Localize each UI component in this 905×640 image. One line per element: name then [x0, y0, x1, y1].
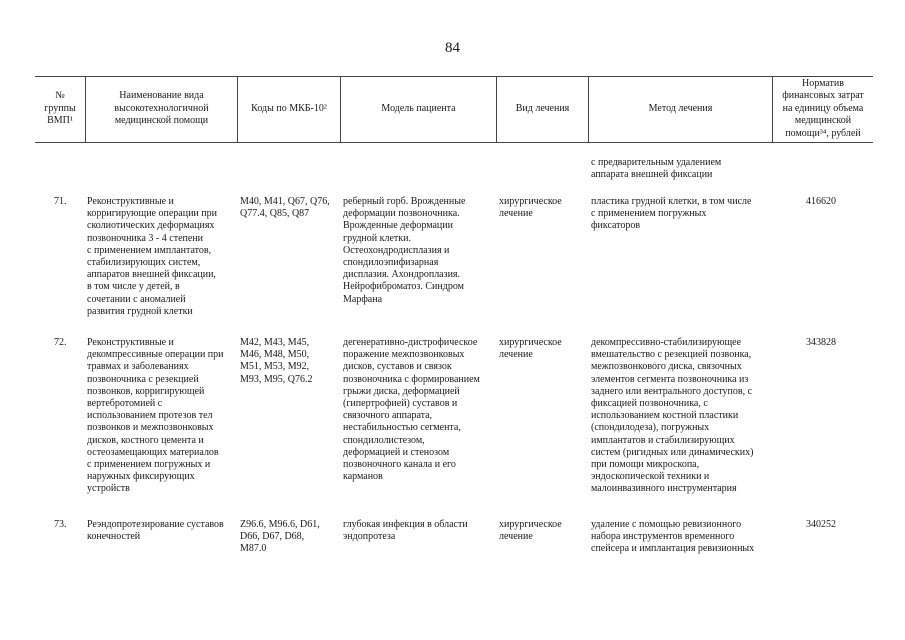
header-bottom-border	[35, 142, 873, 143]
row-treatment-method: удаление с помощью ревизионного набора инструментов временного спейсера и имплантация ревизионных	[591, 519, 755, 555]
row-icd-codes: M42, M43, M45, M46, M48, M50, M51, M53, M92, M93, M95, Q76.2	[240, 337, 313, 385]
row-treatment-type: хирургическое лечение	[499, 196, 562, 220]
row-number: 72.	[54, 337, 67, 348]
row-care-name: Реконструктивные и корригирующие операции при сколиотических деформациях позвоночника 3 - 4 степени с применением имплантатов, стабилизирующих систем, аппаратов внешней фиксации, в том числе у детей, в сочетании с аномалией развития грудной клетки	[87, 196, 217, 317]
row-patient-model: дегенеративно-дистрофическое поражение межпозвонковых дисков, суставов и связок позвоночника с формированием грыжи диска, деформацией (гипертрофией) суставов и связочного аппарата, нестабильностью сегмента, спондилолистезом, деформацией и стенозом позвоночного канала и его карманов	[343, 337, 480, 483]
row-treatment-method: декомпрессивно-стабилизирующее вмешательство с резекцией позвонка, межпозвонкового диска, связочных элементов сегмента позвоночника из заднего или вентрального доступов, с фиксацией позвоночника, с использованием костной пластики (спондилодеза), погружных имплантатов и стабилизирующих систем (ригидных или динамических) при помощи микроскопа, эндоскопической техники и малоинвазивного инструментария	[591, 337, 754, 495]
row-treatment-type: хирургическое лечение	[499, 337, 562, 361]
row-patient-model: глубокая инфекция в области эндопротеза	[343, 519, 468, 543]
row-number: 73.	[54, 519, 67, 530]
row-cost: 416620	[806, 196, 836, 207]
row-care-name: Реконструктивные и декомпрессивные операции при травмах и заболеваниях позвоночника с резекцией позвонков, корригирующей вертебротомией с использованием протезов тел позвонков и межпозвонковых дисков, костного цемента и остеозамещающих материалов с применением погружных и наружных фиксирующих устройств	[87, 337, 224, 495]
page-number: 84	[445, 40, 460, 56]
header-group-number: № группы ВМП¹	[44, 90, 76, 127]
row-treatment-method: пластика грудной клетки, в том числе с применением погружных фиксаторов	[591, 196, 752, 232]
header-treatment-method: Метод лечения	[648, 102, 713, 114]
header-patient-model: Модель пациента	[381, 102, 456, 114]
continuation-method: с предварительным удалением аппарата внешней фиксации	[591, 157, 722, 181]
row-cost: 343828	[806, 337, 836, 348]
header-care-type-name: Наименование вида высокотехнологичной медицинской помощи	[114, 90, 209, 127]
header-icd-codes: Коды по МКБ-10²	[251, 102, 327, 114]
header-treatment-type: Вид лечения	[515, 102, 570, 114]
row-patient-model: реберный горб. Врожденные деформации позвоночника. Врожденные деформации грудной клетки. Остеохондродисплазия и спондилоэпифизарная дисплазия. Ахондроплазия. Нейрофиброматоз. Синдром Марфана	[343, 196, 466, 305]
header-cost-standard: Норматив финансовых затрат на единицу объема медицинской помощи³⁴, рублей	[782, 77, 864, 139]
row-care-name: Реэндопротезирование суставов конечностей	[87, 519, 224, 543]
row-number: 71.	[54, 196, 67, 207]
row-icd-codes: M40, M41, Q67, Q76, Q77.4, Q85, Q87	[240, 196, 330, 220]
row-icd-codes: Z96.6, M96.6, D61, D66, D67, D68, M87.0	[240, 519, 320, 555]
row-cost: 340252	[806, 519, 836, 530]
row-treatment-type: хирургическое лечение	[499, 519, 562, 543]
